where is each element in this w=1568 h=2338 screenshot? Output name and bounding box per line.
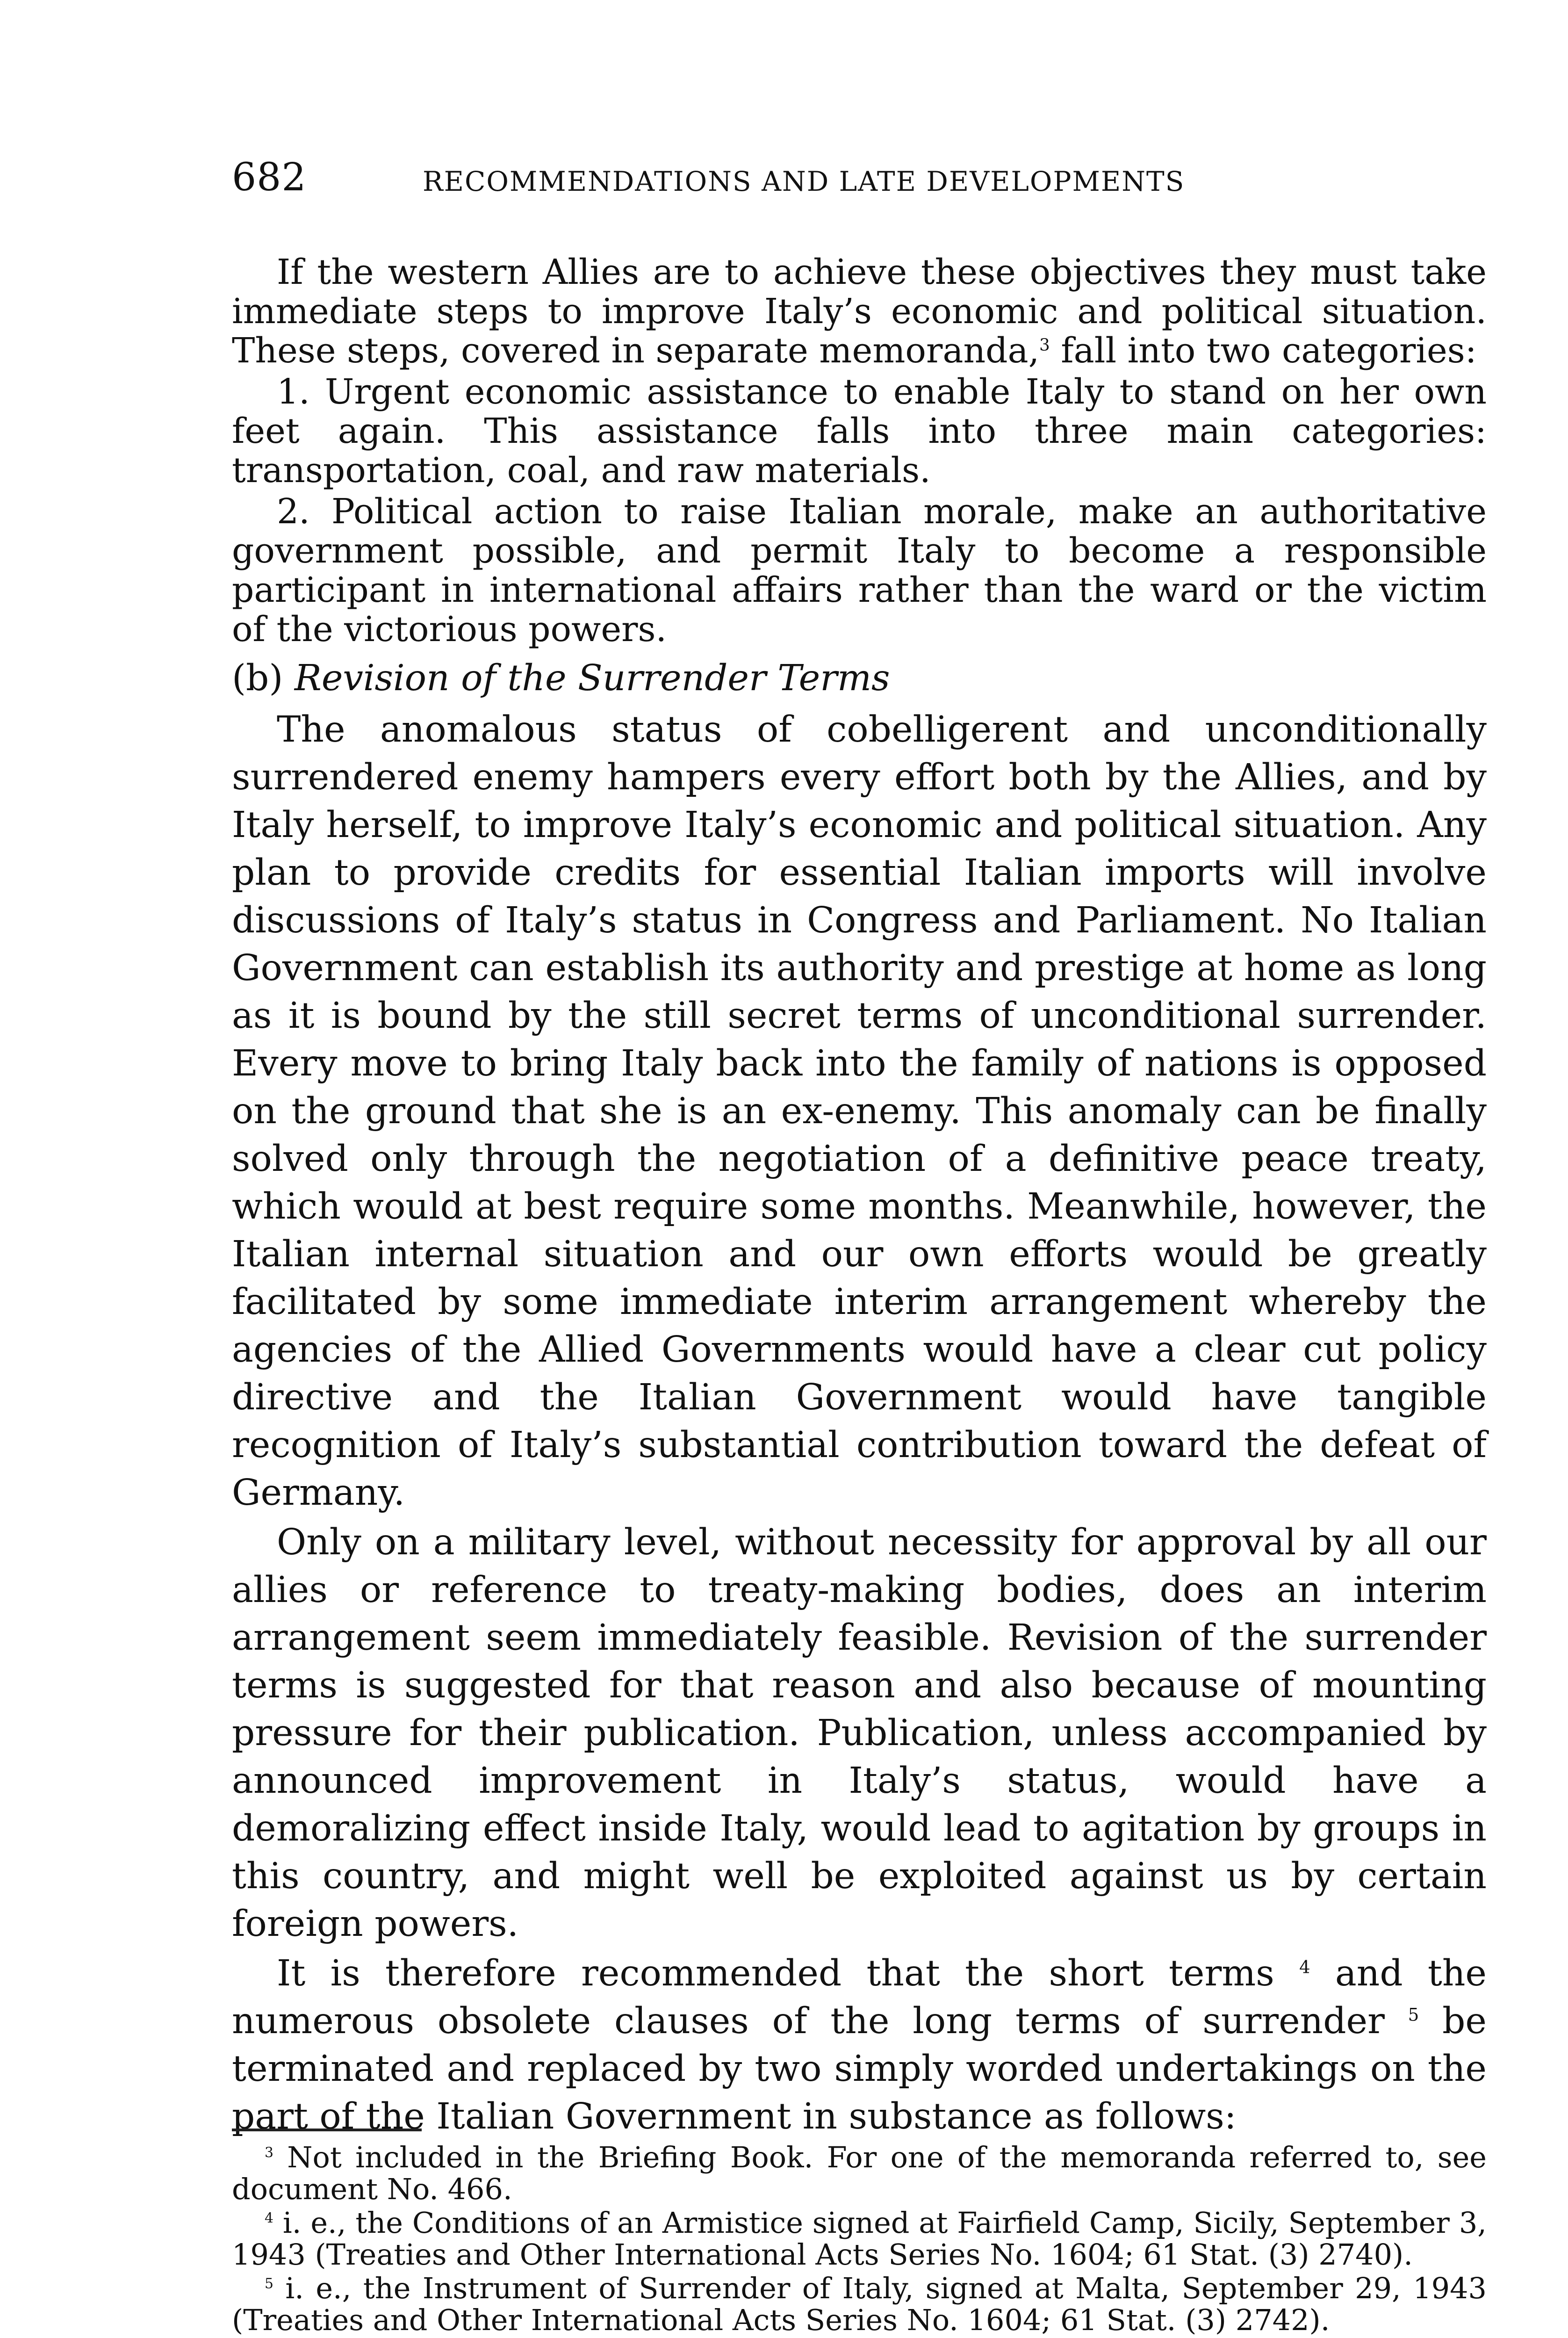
footnote-5 [232, 2273, 1487, 2336]
paragraph-recommendation-text-a: It is therefore recommended that the short terms [277, 1953, 1274, 1994]
section-label: (b) [232, 657, 283, 699]
footnote-marker-4: 4 [265, 2210, 273, 2227]
footnote-marker-5: 5 [265, 2275, 273, 2292]
paragraph-military-level: Only on a military level, without necessity for approval by all our allies or reference to treaty-making bodies, does an interim arrangement seem immediately feasible. Revision of the surrender terms is suggested for that reason and also because of mounting pressure for their publication. Publication, unless accompanied by announced improvement in Italy’s status, would have a demoralizing effect inside Italy, would lead to agitation by groups in this country, and might well be exploited against us by certain foreign powers. [232, 1522, 1487, 1945]
section-heading [232, 655, 1487, 702]
paragraph-recommendation-text-c: be terminated and replaced by two simply worded undertakings on the part of the Italian Government in substance as follows: [232, 2000, 1487, 2137]
footnote-ref-4: 4 [1299, 1957, 1310, 1977]
numbered-item-2: 2. Political action to raise Italian morale, make an authoritative government possible, and permit Italy to become a responsible participant in international affairs rather than the ward or the victim of the victorious powers. [232, 491, 1487, 649]
numbered-item-1: 1. Urgent economic assistance to enable Italy to stand on her own feet again. This assistance falls into three main categories: transportation, coal, and raw materials. [232, 372, 1487, 491]
paragraph-intro-text: If the western Allies are to achieve these objectives they must take immediate steps to improve Italy’s economic and political situation. These steps, covered in separate memoranda, [232, 252, 1487, 371]
page-number: 682 [232, 155, 307, 200]
paragraph-intro [232, 253, 1487, 370]
footnote-divider [232, 2129, 422, 2131]
footnote-text-5: i. e., the Instrument of Surrender of Italy, signed at Malta, September 29, 1943 (Treaties and Other International Acts Series No. 1604; 61 Stat. (3) 2742). [232, 2271, 1487, 2337]
footnote-text-4: i. e., the Conditions of an Armistice signed at Fairfield Camp, Sicily, September 3, 1943 (Treaties and Other International Acts Series No. 1604; 61 Stat. (3) 2740). [232, 2206, 1487, 2272]
footnote-ref-3: 3 [1039, 335, 1050, 355]
page-header [232, 154, 1485, 206]
footnote-marker-3: 3 [265, 2144, 273, 2161]
section-title: Revision of the Surrender Terms [294, 657, 890, 699]
footnotes [232, 2142, 1487, 2338]
body-text [232, 253, 1487, 2143]
paragraph-recommendation-text-b: and the numerous obsolete clauses of the long terms of surrender [232, 1953, 1487, 2042]
running-title: RECOMMENDATIONS AND LATE DEVELOPMENTS [423, 166, 1185, 197]
footnote-text-3: Not included in the Briefing Book. For one of the memoranda referred to, see document No. 466. [232, 2140, 1487, 2206]
paragraph-anomalous-status: The anomalous status of cobelligerent and unconditionally surrendered enemy hampers every effort both by the Allies, and by Italy herself, to improve Italy’s economic and political situation. Any plan to provide credits for essential Italian imports will involve discussions of Italy’s status in Congress and Parliament. No Italian Government can establish its authority and prestige at home as long as it is bound by the still secret terms of unconditional surrender. Every move to bring Italy back into the family of nations is opposed on the ground that she is an ex-enemy. This anomaly can be finally solved only through the negotiation of a definitive peace treaty, which would at best require some months. Meanwhile, however, the Italian internal situation and our own efforts would be greatly facilitated by some immediate interim arrangement whereby the agencies of the Allied Governments would have a clear cut policy directive and the Italian Government would have tangible recognition of Italy’s substantial contribution toward the defeat of Germany. [232, 709, 1487, 1514]
paragraph-recommendation [232, 1950, 1487, 2141]
footnote-3 [232, 2142, 1487, 2205]
paragraph-intro-tail: fall into two categories: [1050, 331, 1477, 371]
footnote-ref-5: 5 [1408, 2005, 1419, 2025]
footnote-4 [232, 2207, 1487, 2271]
